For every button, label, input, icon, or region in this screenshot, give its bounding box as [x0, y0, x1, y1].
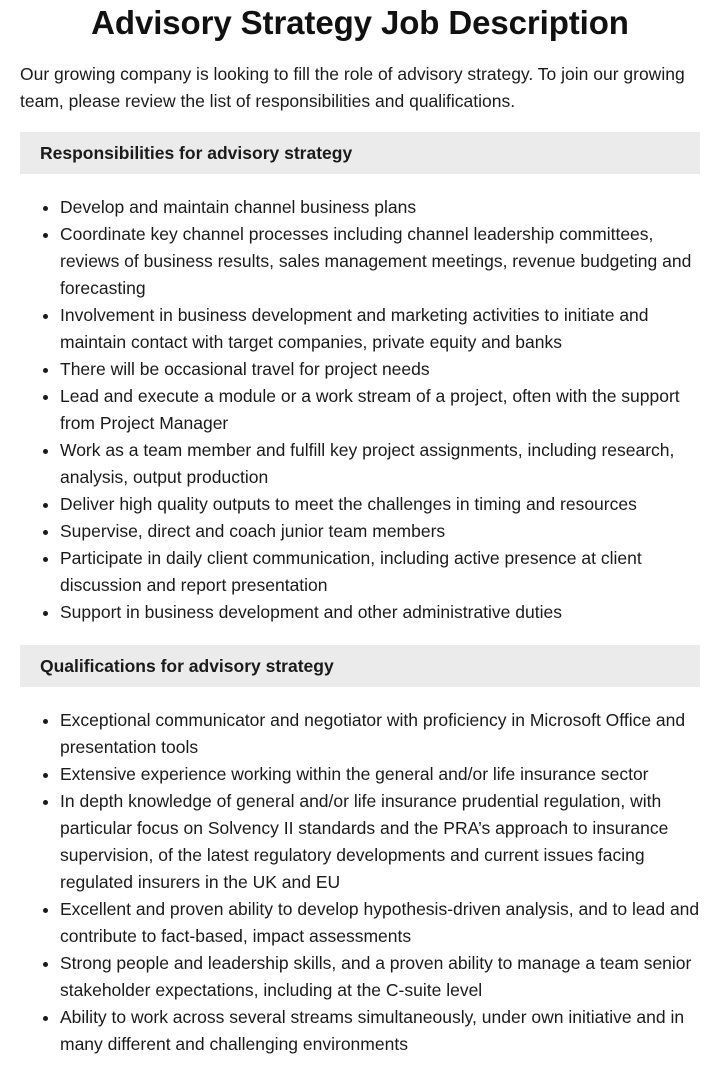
- list-item: • Ability to work across several streams simultaneously, under own initiative and in many different and challenging environments: [60, 1004, 700, 1058]
- list-item: • Excellent and proven ability to develop hypothesis-driven analysis, and to lead and contribute to fact-based, impact assessments: [60, 896, 700, 950]
- responsibilities-heading: Responsibilities for advisory strategy: [20, 132, 700, 174]
- qualifications-list: [20, 707, 700, 1058]
- list-item: • There will be occasional travel for project needs: [60, 356, 700, 383]
- list-item: • Exceptional communicator and negotiator with proficiency in Microsoft Office and presentation tools: [60, 707, 700, 761]
- responsibilities-list: [20, 194, 700, 626]
- list-item: • Support in business development and other administrative duties: [60, 599, 700, 626]
- list-item: • Develop and maintain channel business plans: [60, 194, 700, 221]
- list-item: • In depth knowledge of general and/or life insurance prudential regulation, with particular focus on Solvency II standards and the PRA’s approach to insurance supervision, of the latest regulatory developments and current issues facing regulated insurers in the UK and EU: [60, 788, 700, 896]
- qualifications-heading: Qualifications for advisory strategy: [20, 645, 700, 687]
- list-item: • Work as a team member and fulfill key project assignments, including research, analysis, output production: [60, 437, 700, 491]
- list-item: • Involvement in business development and marketing activities to initiate and maintain contact with target companies, private equity and banks: [60, 302, 700, 356]
- page-title: Advisory Strategy Job Description: [91, 4, 629, 41]
- list-item: • Deliver high quality outputs to meet the challenges in timing and resources: [60, 491, 700, 518]
- list-item: • Supervise, direct and coach junior team members: [60, 518, 700, 545]
- list-item: • Lead and execute a module or a work stream of a project, often with the support from Project Manager: [60, 383, 700, 437]
- list-item: • Extensive experience working within the general and/or life insurance sector: [60, 761, 700, 788]
- intro-paragraph: Our growing company is looking to fill the role of advisory strategy. To join our growing team, please review the list of responsibilities and qualifications.: [20, 64, 685, 111]
- list-item: • Coordinate key channel processes including channel leadership committees, reviews of business results, sales management meetings, revenue budgeting and forecasting: [60, 221, 700, 302]
- list-item: • Participate in daily client communication, including active presence at client discussion and report presentation: [60, 545, 700, 599]
- list-item: • Strong people and leadership skills, and a proven ability to manage a team senior stakeholder expectations, including at the C-suite level: [60, 950, 700, 1004]
